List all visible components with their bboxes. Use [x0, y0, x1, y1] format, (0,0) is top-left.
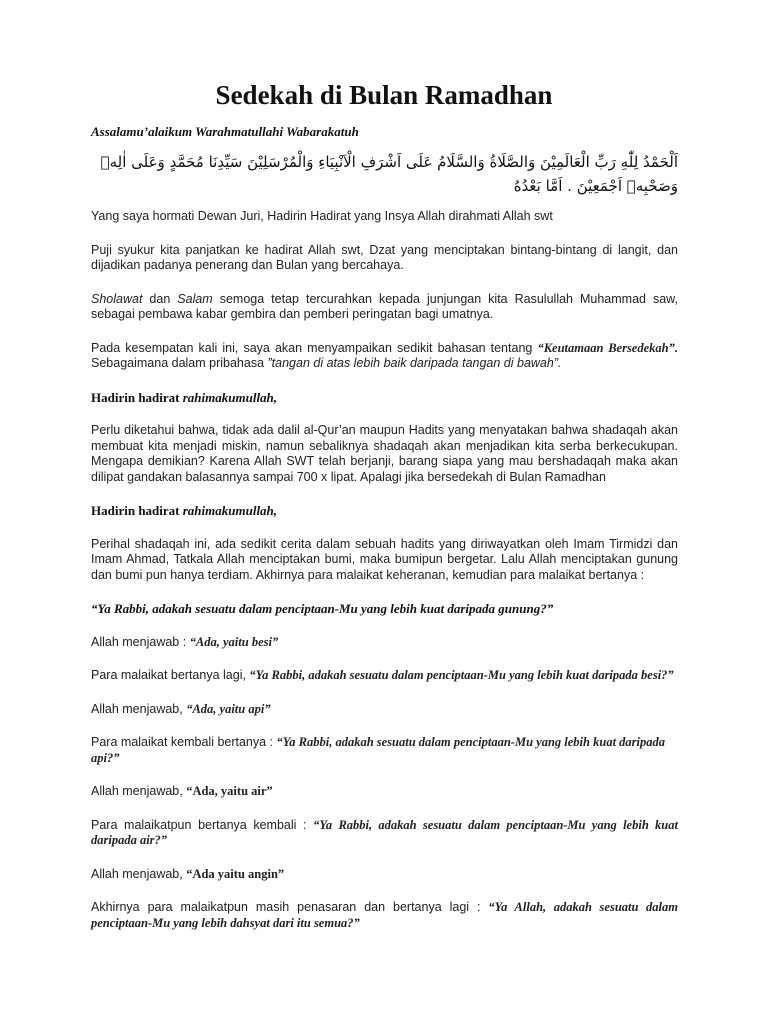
question-4 — [91, 818, 678, 849]
heading-1-plain: Hadirin hadirat — [91, 389, 183, 405]
question-5 — [91, 900, 678, 931]
document-title: Sedekah di Bulan Ramadhan — [215, 80, 553, 110]
paragraph-topic — [91, 341, 678, 372]
answer-1-plain: Allah menjawab : — [91, 634, 190, 649]
question-4-plain: Para malaikatpun bertanya kembali : — [91, 817, 314, 832]
question-2-plain: Para malaikat bertanya lagi, — [91, 668, 250, 682]
answer-1-bold: “Ada, yaitu besi” — [189, 634, 279, 649]
topic-intro: Pada kesempatan kali ini, saya akan menyampaikan sedikit bahasan tentang — [91, 340, 538, 355]
heading-2-plain: Hadirin hadirat — [91, 503, 183, 518]
section-heading-2 — [91, 503, 678, 519]
arabic-line-2: وَصَحْبِهٖ اَجْمَعِيْنَ . اَمَّا بَعْدُهُ — [513, 177, 678, 195]
question-4-bold: “Ya Rabbi, adakah sesuatu dalam penciptaan-Mu yang lebih kuat daripada air?” — [91, 817, 678, 847]
answer-3-plain: Allah menjawab, — [91, 784, 187, 798]
sholawat-rest: semoga tetap tercurahkan kepada junjungan kita Rasulullah Muhammad saw, sebagai pembawa kabar gembira dan pemberi peringatan bagi umatnya. — [91, 291, 678, 321]
paragraph-hadith-story: Perihal shadaqah ini, ada sedikit cerita dalam sebuah hadits yang diriwayatkan oleh Imam Tirmidzi dan Imam Ahmad, Tatkala Allah menciptakan bumi, maka bumipun bergetar. Lalu Allah menciptakan gunung dan bumi pun hanya terdiam. Akhirnya para malaikat keheranan, kemudian para malaikat bertanya : — [91, 536, 678, 582]
paragraph-praise: Puji syukur kita panjatkan ke hadirat Allah swt, Dzat yang menciptakan bintang-bintang di langit, dan dijadikan padanya penerang dan Bulan yang bercahaya. — [91, 242, 678, 272]
heading-2-italic: rahimakumullah, — [182, 503, 278, 518]
sholawat-and: dan — [142, 291, 178, 306]
question-3 — [91, 735, 678, 766]
topic-proverb: ”tangan di atas lebih baik daripada tangan di bawah”. — [267, 356, 562, 370]
answer-2-plain: Allah menjawab, — [91, 701, 187, 716]
answer-2 — [91, 702, 678, 718]
question-2 — [91, 668, 678, 684]
answer-1 — [91, 635, 678, 651]
question-3-bold: “Ya Rabbi, adakah sesuatu dalam penciptaan-Mu yang lebih kuat daripada api?” — [91, 735, 665, 765]
arabic-opening — [91, 150, 678, 198]
answer-3-bold: “Ada, yaitu air” — [186, 784, 273, 798]
topic-title: “Keutamaan Bersedekah”. — [537, 340, 678, 355]
question-5-bold: “Ya Allah, adakah sesuatu dalam penciptaan-Mu yang lebih dahsyat dari itu semua?” — [91, 900, 678, 930]
heading-1-italic: rahimakumullah, — [182, 389, 278, 405]
question-3-plain: Para malaikat kembali bertanya : — [91, 735, 277, 749]
topic-mid: Sebagaimana dalam pribahasa — [91, 356, 268, 370]
salam-term: Salam — [177, 291, 213, 306]
section-heading-1 — [91, 390, 678, 406]
answer-4-plain: Allah menjawab, — [91, 866, 187, 881]
paragraph-sholawat — [91, 292, 678, 323]
answer-4-bold: “Ada yaitu angin” — [186, 866, 285, 881]
question-2-bold: “Ya Rabbi, adakah sesuatu dalam penciptaan-Mu yang lebih kuat daripada besi?” — [249, 668, 674, 682]
answer-4 — [91, 867, 678, 883]
greeting: Assalamu’alaikum Warahmatullahi Wabarakatuh — [91, 124, 359, 139]
paragraph-shadaqah-benefit: Perlu diketahui bahwa, tidak ada dalil al-Qur’an maupun Hadits yang menyatakan bahwa shadaqah akan membuat kita menjadi miskin, namun sebaliknya shadaqah akan menjadikan kita serba berkecukupan. Mengapa demikian? Karena Allah SWT telah berjanji, barang siapa yang mau bershadaqah maka akan dilipat gandakan balasannya sampai 700 x lipat. Apalagi jika bersedekah di Bulan Ramadhan — [91, 423, 678, 484]
arabic-line-1: اَلْحَمْدُ لِلّٰهِ رَبِّ الْعَالَمِيْنَ وَالصَّلَاةُ وَالسَّلَامُ عَلَى اَشْرَفِ الْاَنْبِيَاءِ وَالْمُرْسَلِيْنَ سَيِّدِنَا مُحَمَّدٍ وَعَلَى اٰلِهٖ — [100, 153, 678, 171]
speech-body — [91, 209, 678, 949]
paragraph-salutation: Yang saya hormati Dewan Juri, Hadirin Hadirat yang Insya Allah dirahmati Allah swt — [91, 209, 553, 223]
answer-3 — [91, 784, 678, 800]
sholawat-term: Sholawat — [91, 291, 143, 306]
answer-2-bold: “Ada, yaitu api” — [186, 701, 271, 716]
question-1: “Ya Rabbi, adakah sesuatu dalam penciptaan-Mu yang lebih kuat daripada gunung?” — [91, 601, 554, 616]
question-5-plain: Akhirnya para malaikatpun masih penasaran dan bertanya lagi : — [91, 900, 489, 914]
